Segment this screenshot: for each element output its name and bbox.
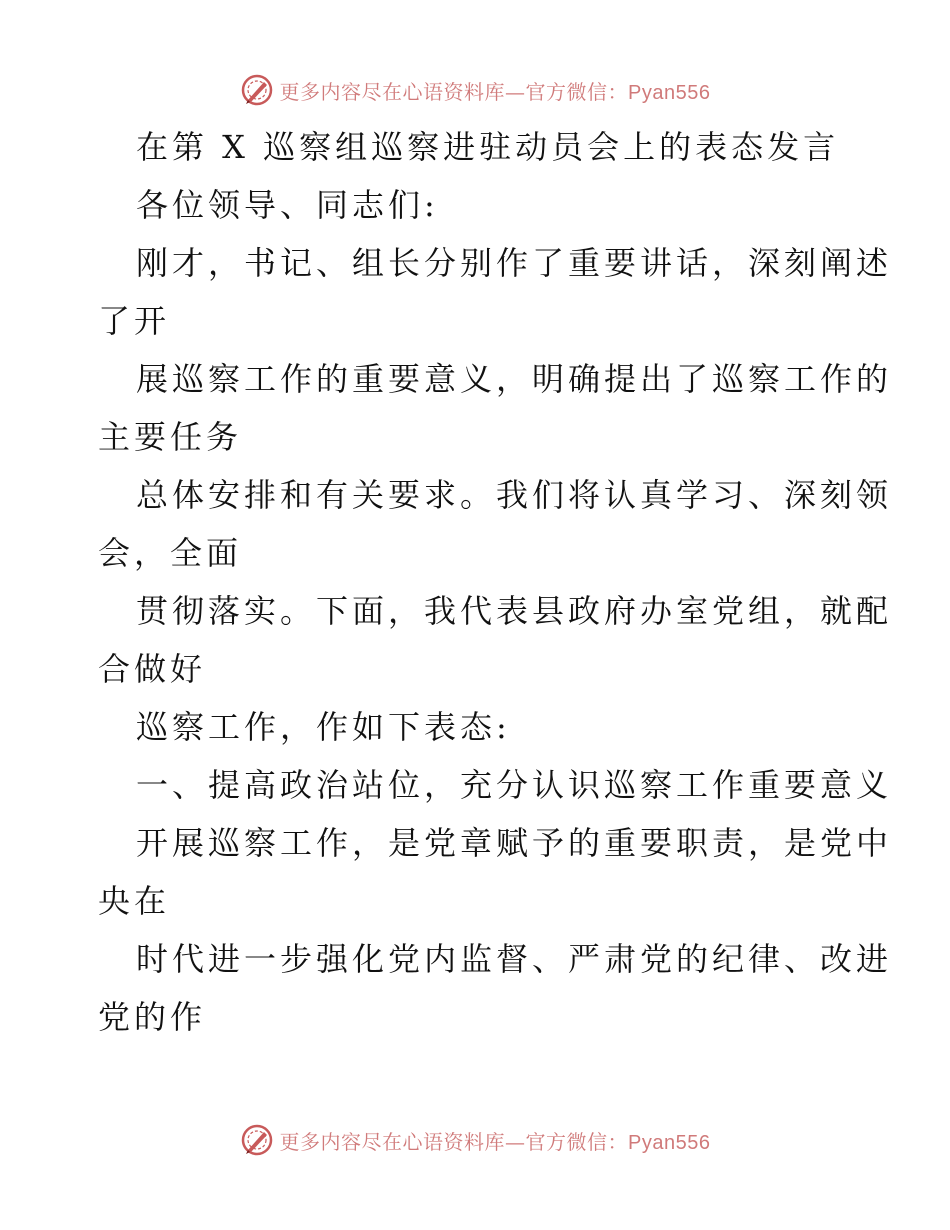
text-line: 主要任务 <box>98 418 243 456</box>
text-line: 总体安排和有关要求。我们将认真学习、深刻领 <box>136 476 893 514</box>
text-line: 合做好 <box>98 650 207 688</box>
watermark-wechat: 官方微信：Pyan556 <box>525 1131 711 1154</box>
text-line: 央在 <box>98 882 171 920</box>
watermark-text <box>280 76 711 105</box>
text-line: 了开 <box>98 302 171 340</box>
document-body <box>98 118 893 1046</box>
text-line: 会，全面 <box>98 534 243 572</box>
text-line: 巡察工作，作如下表态: <box>136 708 511 746</box>
watermark-text <box>280 1126 711 1155</box>
watermark-wechat: 官方微信：Pyan556 <box>525 81 711 104</box>
text-line: 党的作 <box>98 998 207 1036</box>
text-line: 一、提高政治站位，充分认识巡察工作重要意义 <box>136 766 893 804</box>
text-line: 时代进一步强化党内监督、严肃党的纪律、改进 <box>136 940 893 978</box>
text-line: 展巡察工作的重要意义，明确提出了巡察工作的 <box>136 360 893 398</box>
pen-logo-icon <box>240 73 274 107</box>
text-line: 开展巡察工作，是党章赋予的重要职责，是党中 <box>136 824 893 862</box>
watermark-prefix: 更多内容尽在心语资料库— <box>279 79 526 104</box>
watermark-prefix: 更多内容尽在心语资料库— <box>279 1129 526 1154</box>
pen-logo-icon <box>240 1123 274 1157</box>
header-watermark <box>0 70 950 110</box>
text-line: 刚才，书记、组长分别作了重要讲话，深刻阐述 <box>136 244 893 282</box>
text-line: 贯彻落实。下面，我代表县政府办室党组，就配 <box>136 592 893 630</box>
text-line: 各位领导、同志们: <box>136 186 439 224</box>
footer-watermark <box>0 1120 950 1160</box>
document-title: 在第 X 巡察组巡察进驻动员会上的表态发言 <box>136 128 840 166</box>
